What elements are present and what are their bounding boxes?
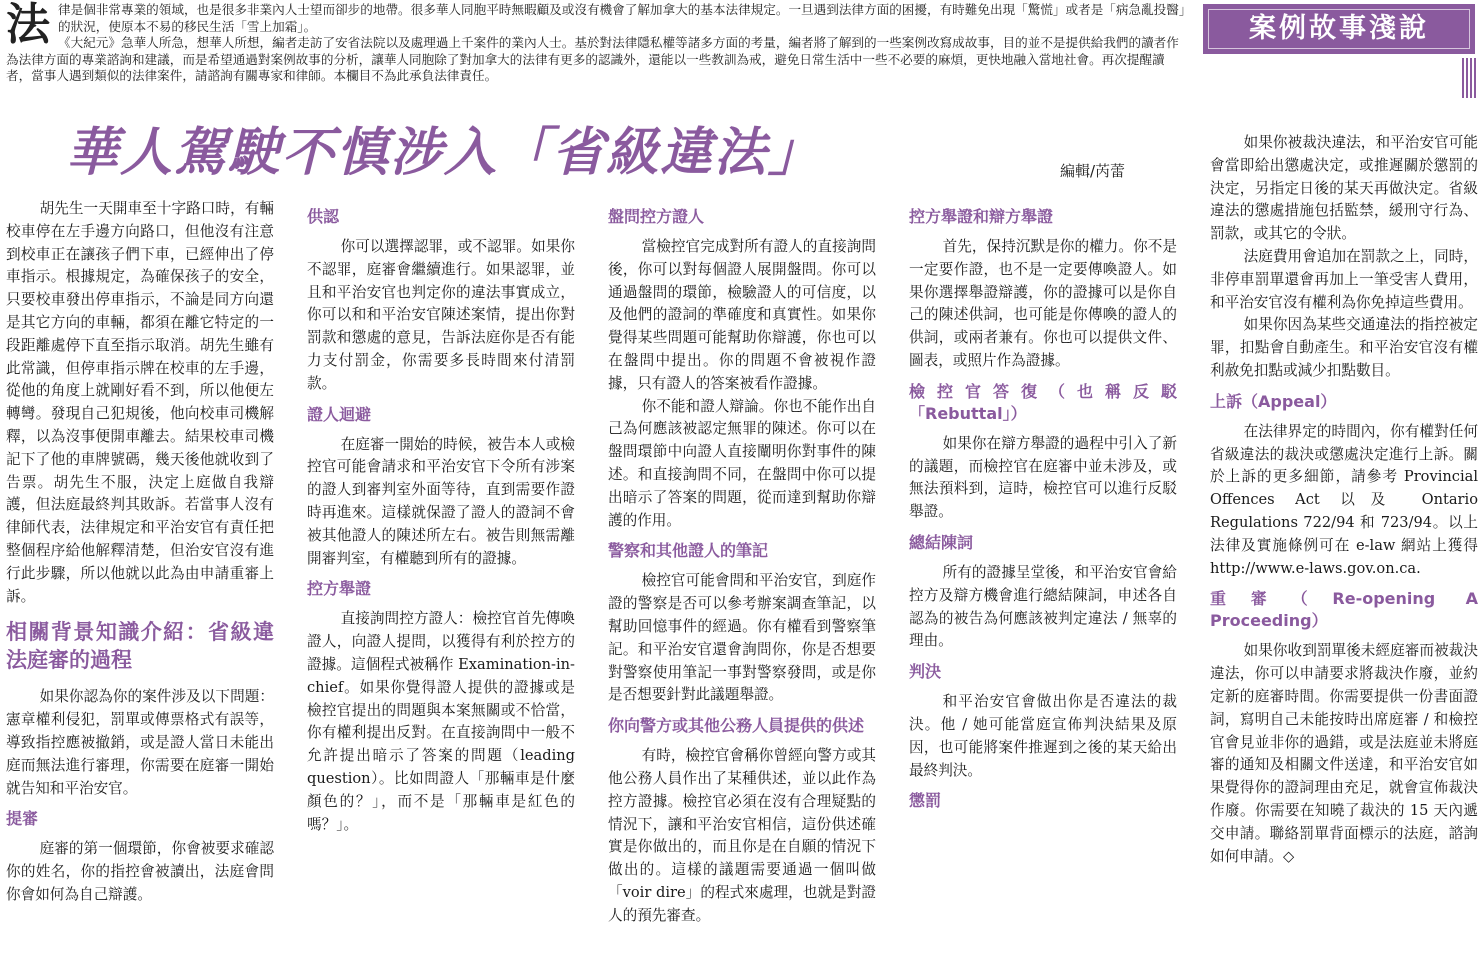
section-heading-reopening: 重審（Re-opening A Proceeding） (1210, 589, 1478, 631)
section-paragraph: 你可以選擇認罪，或不認罪。如果你不認罪，庭審會繼續進行。如果認罪，並且和平治安官也判定你的違法事實成立，你可以和和平治安官陳述案情，提出你對罰款和懲處的意見，告訴法庭你是否有能力支付罰金，你需要多長時間來付清罰款。 (307, 238, 575, 392)
section-heading-arraignment: 提審 (6, 809, 39, 829)
section-paragraph: 直接詢問控方證人：檢控官首先傳喚證人，向證人提問，以獲得有利於控方的證據。這個程式被稱作 Examination-in-chief。如果你覺得證人提供的證據或是檢控官提出的問題與本案無關或不恰當，你有權利提出反對。在直接詢問中一般不允許提出暗示了答案的問題（leading question）。比如問證人「那輛車是什麼顏色的？」，而不是「那輛車是紅色的嗎？」。 (307, 610, 575, 833)
section-paragraph: 如果你收到罰單後未經庭審而被裁決違法，你可以申請要求將裁決作廢，並約定新的庭審時間。你需要提供一份書面證詞，寫明自己未能按時出席庭審 / 和檢控官會見並非你的過錯，或是法庭並未將庭審的通知及相關文件送達，和平治安官如果覺得你的證詞理由充足，就會宣佈裁決作廢。你需要在知曉了裁決的 15 天內遞交申請。聯絡罰單背面標示的法庭，諮詢如何申請。◇ (1210, 642, 1478, 865)
column-intro (6, 2, 1186, 85)
intro-paragraph-1: 律是個非常專業的領域，也是很多非業內人士望而卻步的地帶。很多華人同胞平時無暇顧及或沒有機會了解加拿大的基本法律規定。一旦遇到法律方面的困擾，有時難免出現「驚慌」或者是「病急亂投醫」的狀況，使原本不易的移民生活「雪上加霜」。 (58, 2, 1186, 34)
section-banner: 案例故事淺說 (1203, 4, 1475, 54)
decorative-stripe (1462, 58, 1476, 98)
section-paragraph: 檢控官可能會問和平治安官，到庭作證的警察是否可以參考辦案調查筆記，以幫助回憶事件的經過。你有權看到警察筆記。和平治安官還會詢問你，你是否想要對警察使用筆記一事對警察發問，或是你是否想要針對此議題舉證。 (608, 572, 876, 704)
section-heading-penalty: 懲罰 (909, 791, 942, 811)
article-column-2 (307, 198, 575, 836)
article-editor: 編輯/芮蕾 (1060, 162, 1126, 180)
section-paragraph: 首先，保持沉默是你的權力。你不是一定要作證，也不是一定要傳喚證人。如果你選擇舉證辯護，你的證據可以是你自己的陳述供詞，也可能是你傳喚的證人的供詞，或兩者兼有。你也可以提供文件、圖表，或照片作為證據。 (909, 238, 1177, 369)
article-column-3 (608, 198, 876, 928)
section-paragraph: 法庭費用會追加在罰款之上，同時，非停車罰單還會再加上一筆受害人費用，和平治安官沒有權利為你免掉這些費用。 (1210, 247, 1478, 311)
section-heading-closing: 總結陳詞 (909, 532, 974, 552)
section-heading-witness-exclusion: 證人迴避 (307, 404, 372, 424)
section-paragraph: 如果你在辯方舉證的過程中引入了新的議題，而檢控官在庭審中並未涉及，或無法預料到，這時，檢控官可以進行反駁舉證。 (909, 434, 1177, 521)
section-heading-police-notes: 警察和其他證人的筆記 (608, 541, 769, 561)
section-paragraph: 當檢控官完成對所有證人的直接詢問後，你可以對每個證人展開盤問。你可以通過盤問的環節，檢驗證人的可信度，以及他們的證詞的準確度和真實性。如果你覺得某些問題可能幫助你辯護，你也可以在盤問中提出。你的問題不會被視作證據，只有證人的答案被看作證據。 (608, 238, 876, 392)
section-paragraph: 在法律界定的時間內，你有權對任何省級違法的裁決或懲處決定進行上訴。關於上訴的更多細節，請參考 Provincial Offences Act 以及 Ontario Regulations 722/94 和 723/94。以上法律及實施條例可在 e-law 網站上獲得 http://www.e-laws.gov.on.ca. (1210, 422, 1478, 577)
section-paragraph: 和平治安官會做出你是否違法的裁決。他 / 她可能當庭宣佈判決結果及原因，也可能將案件推遲到之後的某天給出最終判決。 (909, 693, 1177, 779)
article-column-1 (6, 198, 274, 907)
section-paragraph: 有時，檢控官會稱你曾經向警方或其他公務人員作出了某種供述，並以此作為控方證據。檢控官必須在沒有合理疑點的情況下，讓和平治安官相信，這份供述確實是你做出的，而且你是在自願的情況下做出的。這樣的議題需要通過一個叫做「voir dire」的程式來處理，也就是對證人的預先審查。 (608, 747, 876, 924)
section-heading-rebuttal: 檢控官答復（也稱反駁「Rebuttal」） (909, 381, 1177, 423)
section-paragraph: 所有的證據呈堂後，和平治安官會給控方及辯方機會進行總結陳詞，申述各自認為的被告為何應該被判定違法 / 無辜的理由。 (909, 563, 1177, 650)
section-heading-statements: 你向警方或其他公務人員提供的供述 (608, 716, 865, 736)
section-heading-verdict: 判決 (909, 662, 942, 682)
section-paragraph: 你不能和證人辯論。你也不能作出自己為何應該被認定無罪的陳述。你可以在盤問環節中向證人直接闡明你對事件的陳述。和直接詢問不同，在盤問中你可以提出暗示了答案的問題，從而達到幫助你辯護的作用。 (608, 397, 876, 529)
section-heading-prosecution-evidence: 控方舉證 (307, 579, 372, 599)
article-column-4 (909, 198, 1177, 820)
intro-paragraph-2: 《大紀元》急華人所急，想華人所想，編者走訪了安省法院以及處理過上千案件的業內人士。基於對法律隱私權等諸多方面的考量，編者將了解到的一些案例改寫成故事，目的並不是提供給我們的讀者作為法律方面的專業諮詢和建議，而是希望通過對案例故事的分析，讓華人同胞除了對加拿大的法律有更多的認識外，還能以一些教訓為戒，避免日常生活中一些不必要的麻煩，更快地融入當地社會。再次提醒讀者，當事人遇到類似的法律案件，請諮詢有關專家和律師。本欄目不為此承負法律責任。 (6, 35, 1179, 84)
section-paragraph: 如果你因為某些交通違法的指控被定罪，扣點會自動產生。和平治安官沒有權利赦免扣點或減少扣點數目。 (1210, 316, 1478, 379)
section-heading-plea: 供認 (307, 207, 340, 226)
section-heading-cross-examination: 盤問控方證人 (608, 207, 705, 226)
section-paragraph: 庭審的第一個環節，你會被要求確認你的姓名，你的指控會被讀出，法庭會問你會如何為自己辯護。 (6, 840, 274, 903)
section-paragraph: 如果你被裁決違法，和平治安官可能會當即給出懲處決定，或推遲關於懲罰的決定，另指定日後的某天再做決定。省級違法的懲處措施包括監禁，緩刑守行為、罰款，或其它的令狀。 (1210, 134, 1478, 243)
background-intro: 如果你認為你的案件涉及以下問題：憲章權利侵犯，罰單或傳票格式有誤等，導致指控應被撤銷，或是證人當日未能出庭而無法進行審理，你需要在庭審一開始就告知和平治安官。 (6, 688, 274, 797)
background-heading: 相關背景知識介紹：省級違法庭審的過程 (6, 620, 274, 673)
intro-drop-cap: 法 (6, 0, 50, 50)
article-column-5 (1210, 132, 1478, 868)
section-heading-defence-evidence: 控方舉證和辯方舉證 (909, 207, 1054, 226)
section-heading-appeal: 上訴（Appeal） (1210, 391, 1337, 411)
story-paragraph: 胡先生一天開車至十字路口時，有輛校車停在左手邊方向路口，但他沒有注意到校車正在讓孩子們下車，已經伸出了停車指示。根據規定，為確保孩子的安全，只要校車發出停車指示，不論是同方向還是其它方向的車輛，都須在離它特定的一段距離處停下直至指示取消。胡先生雖有此常識，但停車指示牌在校車的左手邊，從他的角度上就剛好看不到，所以他便左轉彎。發現自己犯規後，他向校車司機解釋，以為沒事便開車離去。結果校車司機記下了他的車牌號碼，幾天後他就收到了告票。胡先生不服，決定上庭做自我辯護，但法庭最終判其敗訴。若當事人沒有律師代表，法律規定和平治安官有責任把整個程序給他解釋清楚，但治安官沒有進行此步驟，所以他就以此為由申請重審上訴。 (6, 200, 274, 605)
section-paragraph: 在庭審一開始的時候，被告本人或檢控官可能會請求和平治安官下令所有涉案的證人到審判室外面等待，直到需要作證時再進來。這樣就保證了證人的證詞不會被其他證人的陳述所左右。被告則無需離開審判室，有權聽到所有的證據。 (307, 435, 575, 567)
article-title: 華人駕駛不慎涉入「省級違法」 (66, 123, 823, 183)
